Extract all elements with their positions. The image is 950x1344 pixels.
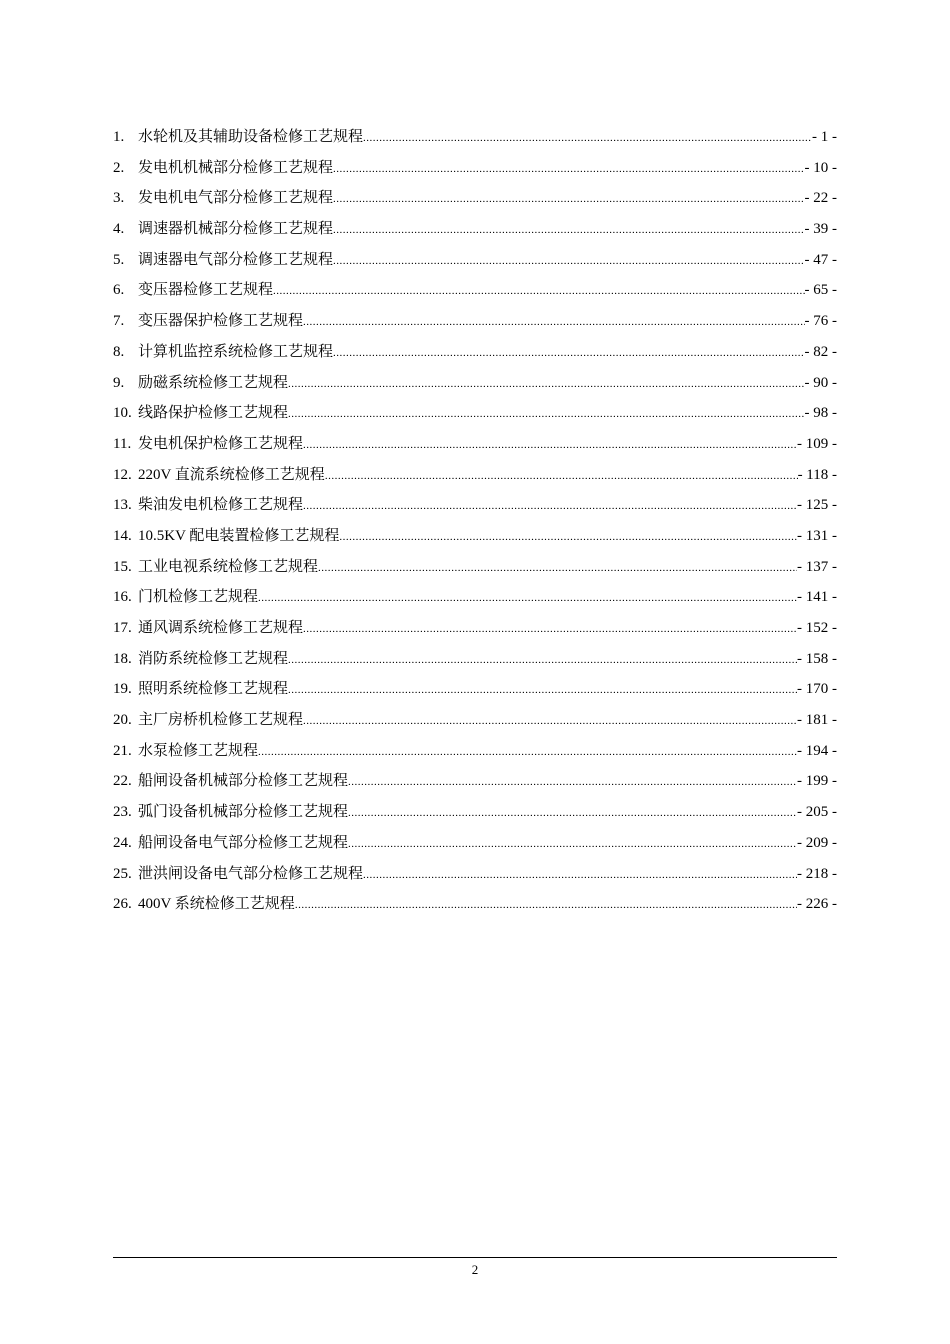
toc-entry-page: - 205 - [797, 804, 837, 821]
dot-leader [339, 526, 797, 548]
toc-entry-number: 5. [113, 251, 125, 268]
toc-entry-page: - 65 - [804, 282, 837, 299]
toc-entry-page: - 181 - [797, 712, 837, 729]
toc-entry-number: 20. [113, 712, 132, 729]
toc-entry-page: - 194 - [797, 742, 837, 759]
toc-entry[interactable] [113, 433, 837, 464]
toc-entry[interactable] [113, 341, 837, 372]
dot-leader [333, 188, 804, 210]
dot-leader [325, 465, 798, 487]
toc-entry-page: - 141 - [797, 589, 837, 606]
toc-entry-title: 变压器保护检修工艺规程 [138, 313, 304, 330]
toc-entry-title: 门机检修工艺规程 [138, 589, 259, 606]
toc-entry-page: - 152 - [797, 620, 837, 636]
toc-entry[interactable] [113, 863, 837, 894]
footer-divider [113, 1257, 837, 1258]
toc-entry-number: 13. [113, 497, 132, 514]
toc-entry-title: 发电机电气部分检修工艺规程 [138, 190, 334, 207]
toc-entry-page: - 158 - [797, 650, 837, 667]
toc-entry-number: 26. [113, 896, 132, 913]
toc-entry[interactable] [113, 709, 837, 740]
toc-entry-page: - 170 - [797, 681, 837, 698]
dot-leader [363, 864, 797, 886]
toc-entry-number: 17. [113, 620, 132, 636]
dot-leader [303, 311, 804, 333]
toc-entry-title: 柴油发电机检修工艺规程 [138, 497, 304, 514]
toc-entry-title: 弧门设备机械部分检修工艺规程 [138, 804, 349, 821]
toc-entry[interactable] [113, 494, 837, 525]
toc-entry-title: 泄洪闸设备电气部分检修工艺规程 [138, 865, 364, 882]
toc-entry-number: 2. [113, 159, 125, 176]
toc-entry[interactable] [113, 648, 837, 679]
toc-entry[interactable] [113, 279, 837, 310]
toc-entry-number: 18. [113, 650, 132, 667]
toc-entry[interactable] [113, 157, 837, 188]
toc-entry[interactable] [113, 556, 837, 587]
toc-entry-number: 22. [113, 773, 132, 790]
toc-entry-page: - 1 - [812, 129, 837, 145]
toc-entry-page: - 47 - [804, 251, 837, 268]
toc-entry-number: 9. [113, 374, 125, 391]
toc-entry[interactable] [113, 770, 837, 801]
toc-entry-page: - 131 - [797, 527, 837, 544]
toc-entry[interactable] [113, 678, 837, 709]
toc-entry[interactable] [113, 218, 837, 249]
dot-leader [333, 342, 804, 364]
toc-entry-title: 船闸设备电气部分检修工艺规程 [138, 834, 349, 851]
toc-entry-number: 6. [113, 282, 125, 299]
toc-entry[interactable] [113, 464, 837, 495]
dot-leader [288, 373, 804, 395]
toc-entry-title: 线路保护检修工艺规程 [138, 405, 289, 422]
toc-entry-number: 24. [113, 834, 132, 851]
toc-entry[interactable] [113, 126, 837, 157]
toc-entry-title: 主厂房桥机检修工艺规程 [138, 712, 304, 729]
toc-entry-number: 4. [113, 221, 125, 238]
toc-entry-title: 10.5KV 配电装置检修工艺规程 [138, 527, 340, 544]
toc-entry-title: 励磁系统检修工艺规程 [138, 374, 289, 391]
toc-entry-page: - 98 - [804, 405, 837, 422]
toc-entry[interactable] [113, 617, 837, 648]
toc-entry-page: - 76 - [804, 313, 837, 330]
dot-leader [348, 802, 797, 824]
toc-entry[interactable] [113, 249, 837, 280]
toc-entry-number: 21. [113, 742, 132, 759]
dot-leader [303, 710, 797, 732]
toc-entry-title: 400V 系统检修工艺规程 [138, 896, 295, 913]
toc-entry-number: 23. [113, 804, 132, 821]
toc-entry-number: 15. [113, 558, 132, 575]
dot-leader [363, 127, 812, 149]
toc-entry-page: - 226 - [797, 896, 837, 913]
toc-entry-number: 25. [113, 865, 132, 882]
toc-entry-number: 16. [113, 589, 132, 606]
toc-entry-title: 船闸设备机械部分检修工艺规程 [138, 773, 349, 790]
toc-entry-title: 发电机保护检修工艺规程 [138, 435, 304, 452]
toc-entry-title: 发电机机械部分检修工艺规程 [138, 159, 334, 176]
toc-entry-number: 11. [113, 435, 132, 452]
toc-entry-page: - 109 - [797, 435, 837, 452]
dot-leader [348, 771, 797, 793]
toc-entry-page: - 90 - [804, 374, 837, 391]
toc-entry-number: 10. [113, 405, 132, 422]
dot-leader [258, 741, 797, 763]
toc-entry[interactable] [113, 740, 837, 771]
toc-entry-title: 220V 直流系统检修工艺规程 [138, 466, 325, 483]
toc-entry-number: 7. [113, 313, 125, 330]
toc-entry-title: 计算机监控系统检修工艺规程 [138, 343, 334, 360]
toc-entry[interactable] [113, 832, 837, 863]
toc-entry-number: 19. [113, 681, 132, 698]
toc-entry[interactable] [113, 187, 837, 218]
toc-entry[interactable] [113, 372, 837, 403]
toc-entry-title: 调速器电气部分检修工艺规程 [138, 251, 334, 268]
dot-leader [333, 158, 804, 180]
dot-leader [303, 618, 797, 640]
table-of-contents [113, 126, 837, 924]
toc-entry-title: 消防系统检修工艺规程 [138, 650, 289, 667]
toc-entry-page: - 125 - [797, 497, 837, 514]
toc-entry-page: - 39 - [804, 221, 837, 238]
dot-leader [273, 280, 804, 302]
dot-leader [318, 557, 797, 579]
toc-entry-page: - 118 - [797, 466, 837, 483]
dot-leader [333, 250, 804, 272]
toc-entry-number: 14. [113, 527, 132, 544]
toc-entry-number: 3. [113, 190, 125, 207]
dot-leader [348, 833, 797, 855]
toc-entry-title: 变压器检修工艺规程 [138, 282, 274, 299]
toc-entry-title: 水轮机及其辅助设备检修工艺规程 [138, 129, 364, 145]
toc-entry-title: 照明系统检修工艺规程 [138, 681, 289, 698]
page-number: 2 [471, 1262, 479, 1277]
toc-entry[interactable] [113, 893, 837, 924]
toc-entry-title: 通风调系统检修工艺规程 [138, 620, 304, 636]
toc-entry[interactable] [113, 801, 837, 832]
toc-entry-page: - 218 - [797, 865, 837, 882]
dot-leader [288, 403, 804, 425]
toc-entry-page: - 199 - [797, 773, 837, 790]
toc-entry-title: 水泵检修工艺规程 [138, 742, 259, 759]
toc-entry-title: 工业电视系统检修工艺规程 [138, 558, 319, 575]
dot-leader [288, 679, 797, 701]
toc-entry-page: - 82 - [804, 343, 837, 360]
dot-leader [303, 434, 797, 456]
toc-entry[interactable] [113, 525, 837, 556]
toc-entry-title: 调速器机械部分检修工艺规程 [138, 221, 334, 238]
toc-entry-page: - 209 - [797, 834, 837, 851]
dot-leader [295, 894, 797, 916]
toc-entry[interactable] [113, 586, 837, 617]
dot-leader [258, 587, 797, 609]
dot-leader [333, 219, 804, 241]
toc-entry-page: - 22 - [804, 190, 837, 207]
dot-leader [288, 649, 797, 671]
toc-entry-page: - 137 - [797, 558, 837, 575]
toc-entry-page: - 10 - [804, 159, 837, 176]
toc-entry[interactable] [113, 310, 837, 341]
toc-entry[interactable] [113, 402, 837, 433]
toc-entry-number: 12. [113, 466, 132, 483]
toc-entry-number: 1. [113, 129, 125, 145]
dot-leader [303, 495, 797, 517]
toc-entry-number: 8. [113, 343, 125, 360]
